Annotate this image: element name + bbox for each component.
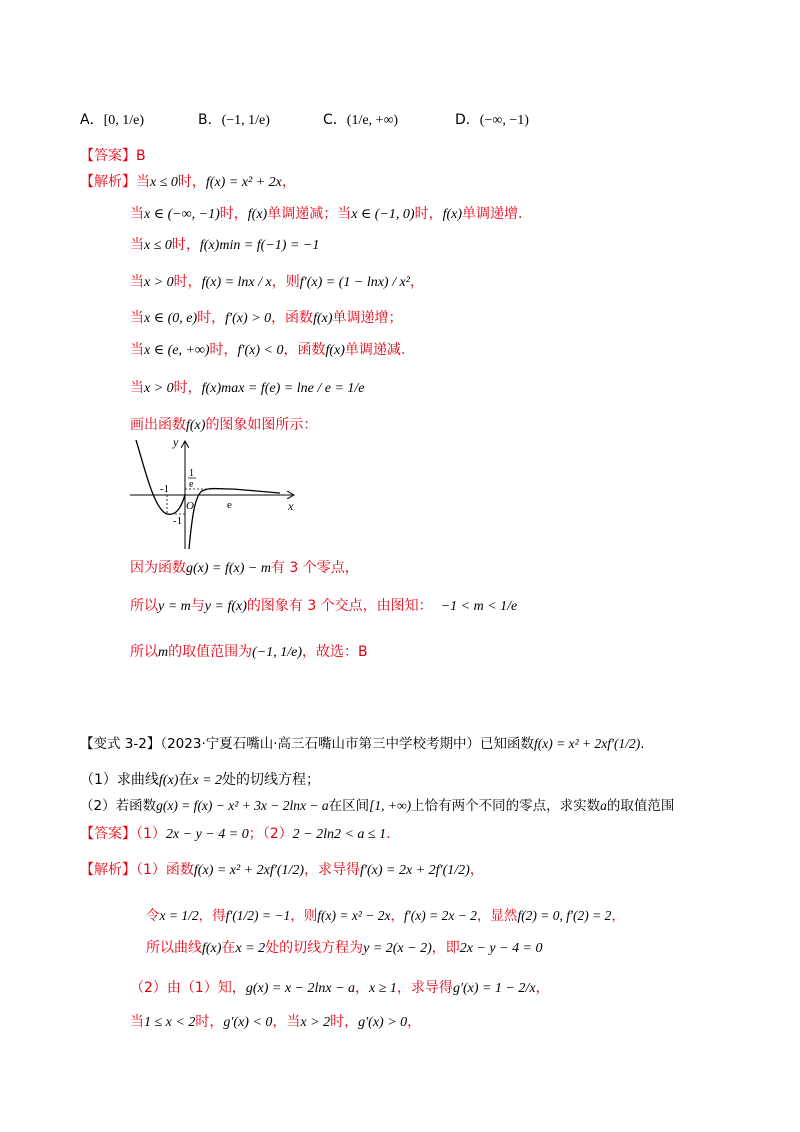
answer-2-tag: 【答案】 [80,826,136,842]
analysis-1-line-10: 所以y = m与y = f(x)的图象有 3 个交点，由图知： −1 < m < 1/e [130,598,518,614]
analysis-tag: 【解析】 [80,174,136,190]
variant-heading: 【变式 3-2】（2023·宁夏石嘴山·高三石嘴山市第三中学校考期中）已知函数f(x) = x² + 2xf′(1/2). [80,736,645,752]
analysis-1-line-4: 当x > 0时，f(x) = lnx / x，则f′(x) = (1 − lnx) / x²， [130,274,424,290]
graph-tick-1e-num: 1 [189,468,194,479]
graph-tick-e: e [227,499,232,511]
question-2: （2）若函数g(x) = f(x) − x² + 3x − 2lnx − a在区间[1, +∞)上恰有两个不同的零点，求实数a的取值范围 [80,798,675,814]
option-a-expr: [0, 1/e) [103,113,145,128]
answer-1 [80,146,146,166]
graph-tick-neg1-y: -1 [173,515,183,527]
analysis-1-line-3: 当x ≤ 0时，f(x)min = f(−1) = −1 [130,237,320,253]
analysis-1-line-1: 【解析】当x ≤ 0时，f(x) = x² + 2x， [80,174,296,190]
graph-y-label: y [173,436,179,449]
curve-right-branch [189,489,280,550]
answer-value: B [136,148,146,164]
option-b-expr: (−1, 1/e) [221,113,270,128]
question-1: （1）求曲线f(x)在x = 2处的切线方程； [80,772,321,788]
analysis-2-line-1: 【解析】（1）函数f(x) = x² + 2xf′(1/2)，求导得f′(x) = 2x + 2f′(1/2)， [80,862,484,878]
graph-tick-1e-den: e [189,479,194,490]
answer-2: 【答案】（1）2x − y − 4 = 0；（2）2 − 2ln2 < a ≤ 1. [80,826,391,842]
option-c: C．(1/e, +∞) [323,112,399,128]
variant-func: f(x) = x² + 2xf′(1/2) [534,736,641,751]
option-a: A．[0, 1/e) [80,112,145,128]
variant-tag: 【变式 3-2】 [80,736,161,752]
option-b: B．(−1, 1/e) [198,112,270,128]
analysis-1-line-7: 当x > 0时，f(x)max = f(e) = lne / e = 1/e [130,380,365,396]
analysis-1-line-5: 当x ∈ (0, e)时，f′(x) > 0，函数f(x)单调递增； [130,310,403,326]
graph-origin-label: O [186,500,194,512]
analysis-1-line-11: 所以m的取值范围为(−1, 1/e)，故选：B [130,644,368,660]
option-c-expr: (1/e, +∞) [346,113,399,128]
option-d: D．(−∞, −1) [455,112,529,128]
analysis-1-line-9: 因为函数g(x) = f(x) − m有 3 个零点， [130,560,359,576]
variant-source: （2023·宁夏石嘴山·高三石嘴山市第三中学校考期中）已知函数 [160,736,535,752]
analysis-2-line-4: （2）由（1）知，g(x) = x − 2lnx − a，x ≥ 1，求导得g′(x) = 1 − 2/x， [130,980,550,996]
analysis-2-line-3: 所以曲线f(x)在x = 2处的切线方程为y = 2(x − 2)，即2x − y − 4 = 0 [146,940,543,956]
option-d-expr: (−∞, −1) [479,113,529,128]
analysis-2-tag: 【解析】 [80,862,136,878]
analysis-1-line-6: 当x ∈ (e, +∞)时，f′(x) < 0，函数f(x)单调递减. [130,342,406,358]
graph-x-label: x [288,499,294,513]
graph-tick-neg1-x: -1 [160,483,170,495]
analysis-2-line-2: 令x = 1/2，得f′(1/2) = −1，则f(x) = x² − 2x，f′(x) = 2x − 2，显然f(2) = 0, f′(2) = 2， [146,908,625,924]
curve-left-branch [136,440,185,514]
analysis-2-line-5: 当1 ≤ x < 2时，g′(x) < 0，当x > 2时，g′(x) > 0， [130,1014,422,1030]
function-graph [128,436,303,551]
answer-tag: 【答案】 [80,148,136,164]
analysis-1-line-2: 当x ∈ (−∞, −1)时，f(x)单调递减；当x ∈ (−1, 0)时，f(x)单调递增. [130,206,523,222]
analysis-1-line-8: 画出函数f(x)的图象如图所示： [130,417,318,433]
